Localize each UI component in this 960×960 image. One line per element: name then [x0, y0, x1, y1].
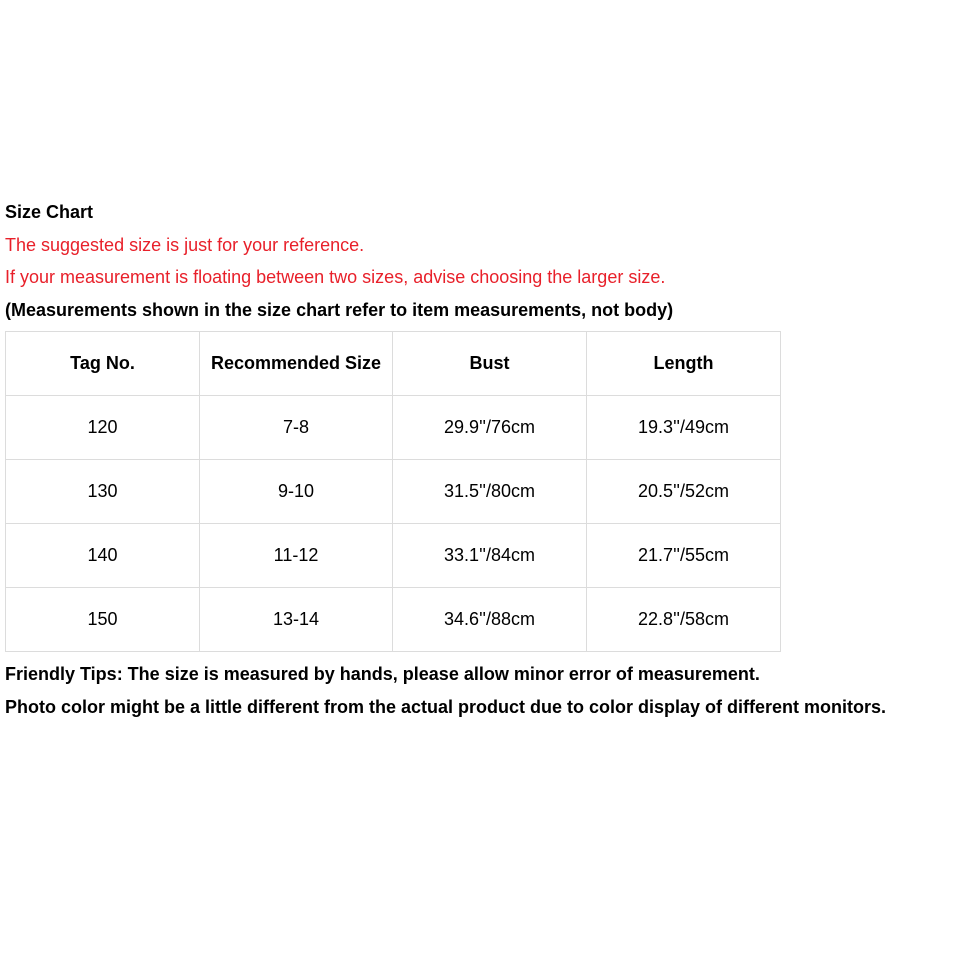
- table-row: [6, 460, 781, 524]
- table-row: [6, 588, 781, 652]
- cell-length: 22.8''/58cm: [587, 588, 781, 652]
- header-length: Length: [587, 332, 781, 396]
- cell-length: 20.5''/52cm: [587, 460, 781, 524]
- cell-bust: 33.1''/84cm: [393, 524, 587, 588]
- tips-section: [5, 658, 960, 723]
- cell-length: 21.7''/55cm: [587, 524, 781, 588]
- table-row: [6, 396, 781, 460]
- header-bust: Bust: [393, 332, 587, 396]
- cell-tag-no: 120: [6, 396, 200, 460]
- table-row: [6, 524, 781, 588]
- cell-tag-no: 140: [6, 524, 200, 588]
- size-chart-title: Size Chart: [5, 202, 94, 222]
- size-chart-document: [5, 196, 960, 723]
- cell-recommended-size: 13-14: [200, 588, 393, 652]
- cell-bust: 34.6''/88cm: [393, 588, 587, 652]
- header-recommended-size: Recommended Size: [200, 332, 393, 396]
- cell-length: 19.3''/49cm: [587, 396, 781, 460]
- color-disclaimer: Photo color might be a little different from the actual product due to color display of different monitors.: [5, 696, 887, 717]
- table-header-row: [6, 332, 781, 396]
- cell-bust: 29.9''/76cm: [393, 396, 587, 460]
- cell-tag-no: 150: [6, 588, 200, 652]
- cell-tag-no: 130: [6, 460, 200, 524]
- friendly-tip: Friendly Tips: The size is measured by hands, please allow minor error of measurement.: [5, 664, 760, 684]
- larger-size-advice: If your measurement is floating between two sizes, advise choosing the larger size.: [5, 267, 666, 287]
- cell-recommended-size: 9-10: [200, 460, 393, 524]
- cell-recommended-size: 11-12: [200, 524, 393, 588]
- measurement-note: (Measurements shown in the size chart refer to item measurements, not body): [5, 299, 674, 320]
- cell-bust: 31.5''/80cm: [393, 460, 587, 524]
- reference-note: The suggested size is just for your reference.: [5, 234, 365, 255]
- cell-recommended-size: 7-8: [200, 396, 393, 460]
- size-table: [5, 331, 781, 652]
- header-tag-no: Tag No.: [6, 332, 200, 396]
